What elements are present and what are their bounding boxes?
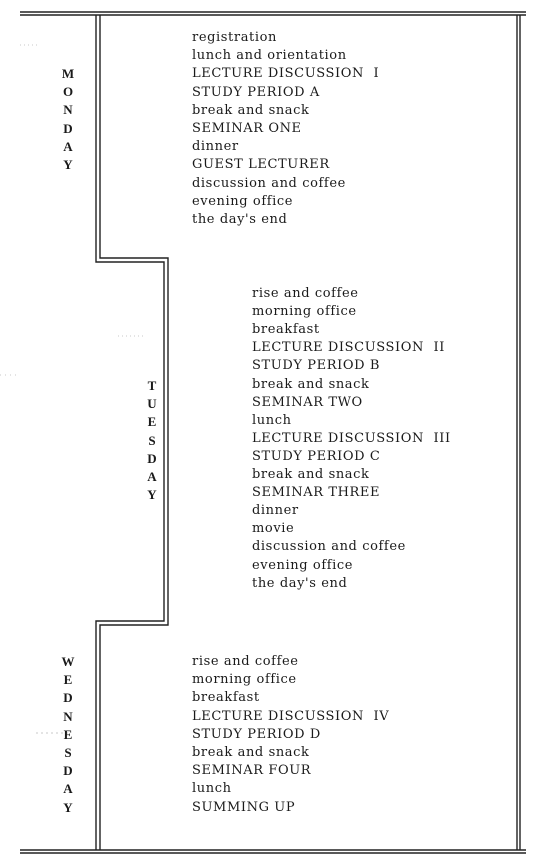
day-letter: S (148, 432, 156, 448)
day-letter: A (63, 781, 73, 797)
schedule-event: SEMINAR TWO (252, 394, 363, 410)
schedule-event: the day's end (192, 212, 288, 227)
schedule-event: dinner (252, 503, 299, 519)
schedule-event: dinner (192, 139, 239, 155)
day-letter: D (147, 450, 157, 466)
schedule-event: SEMINAR FOUR (192, 763, 312, 779)
day-letter: M (61, 66, 75, 81)
schedule-event: rise and coffee (252, 286, 359, 301)
schedule-event: evening office (192, 193, 294, 209)
schedule-event: morning office (192, 672, 297, 688)
schedule-event: LECTURE DISCUSSION I (192, 66, 380, 82)
day-letter: N (63, 102, 73, 118)
schedule-event: the day's end (252, 575, 348, 591)
day-letter: E (63, 672, 73, 688)
day-letter: U (147, 396, 157, 412)
schedule-event: GUEST LECTURER (192, 157, 330, 173)
schedule-event: break and snack (252, 467, 370, 482)
schedule-event: break and snack (192, 102, 310, 118)
day-letter: D (63, 690, 73, 706)
schedule-event: morning office (252, 304, 357, 320)
schedule-event: discussion and coffee (192, 175, 346, 191)
day-letter: A (147, 468, 157, 484)
day-letter: Y (63, 156, 73, 172)
schedule-event: STUDY PERIOD B (252, 358, 380, 374)
day-letter: Y (147, 487, 157, 503)
day-label-tuesday (143, 377, 161, 504)
schedule-event: break and snack (192, 745, 310, 760)
day-letter: W (61, 654, 75, 669)
schedule-event: LECTURE DISCUSSION II (252, 340, 445, 356)
schedule-event: movie (252, 521, 295, 537)
schedule-event: discussion and coffee (252, 539, 406, 555)
schedule-event: evening office (252, 557, 354, 573)
day-letter: E (63, 726, 73, 742)
day-letter: E (147, 414, 157, 430)
day-letter: T (147, 378, 157, 393)
day-letter: D (63, 120, 73, 136)
day-label-wednesday (59, 653, 77, 817)
schedule-event: lunch (192, 781, 232, 797)
schedule-event: rise and coffee (192, 654, 299, 669)
day-letter: Y (63, 799, 73, 815)
schedule-event: breakfast (192, 690, 260, 706)
day-label-monday (59, 65, 77, 174)
schedule-event: STUDY PERIOD A (192, 84, 320, 100)
schedule-event: lunch and orientation (192, 48, 347, 64)
day-letter: S (64, 744, 72, 760)
schedule-event: SEMINAR THREE (252, 485, 381, 501)
schedule-event: STUDY PERIOD D (192, 726, 321, 742)
day-letter: O (62, 84, 74, 100)
schedule-event: STUDY PERIOD C (252, 448, 381, 464)
day-letter: A (63, 138, 73, 154)
schedule-event: break and snack (252, 376, 370, 392)
schedule-event: LECTURE DISCUSSION IV (192, 708, 390, 724)
schedule-event: lunch (252, 412, 292, 428)
schedule-event: SEMINAR ONE (192, 121, 302, 136)
schedule-event: breakfast (252, 322, 320, 338)
schedule-event: SUMMING UP (192, 799, 296, 815)
day-letter: N (63, 708, 73, 724)
day-letter: D (63, 763, 73, 779)
schedule-event: LECTURE DISCUSSION III (252, 430, 451, 446)
schedule-event: registration (192, 30, 278, 45)
